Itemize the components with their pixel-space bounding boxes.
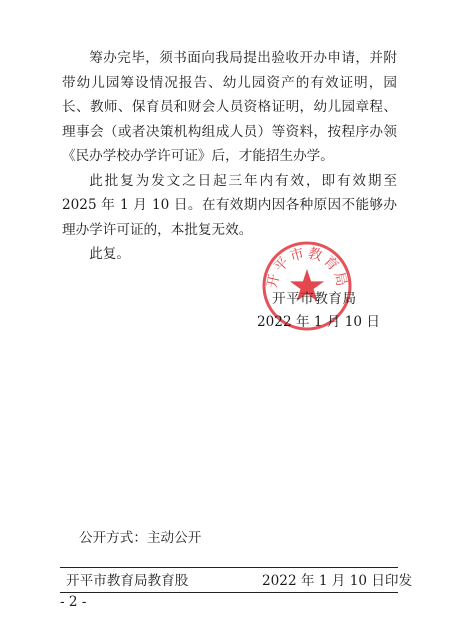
page-number: - 2 - bbox=[60, 594, 87, 610]
signature-date: 2022 年 1 月 10 日 bbox=[257, 314, 380, 330]
signature-organization: 开平市教育局 bbox=[272, 291, 357, 307]
footer-divider-top bbox=[60, 567, 398, 568]
seal-text: 开平市教育局 bbox=[264, 245, 350, 290]
footer-print-date: 2022 年 1 月 10 日印发 bbox=[262, 573, 413, 589]
public-mode: 公开方式：主动公开 bbox=[79, 530, 202, 546]
footer-organization: 开平市教育局教育股 bbox=[66, 573, 189, 589]
paragraph-validity: 此批复为发文之日起三年内有效，即有效期至 2025 年 1 月 10 日。在有效期内因各种原因不能够办理办学许可证的，本批复无效。 bbox=[62, 172, 397, 238]
document-body bbox=[62, 46, 397, 267]
footer-divider-bottom bbox=[60, 592, 398, 593]
paragraph-application: 筹办完毕，须书面向我局提出验收开办申请，并附带幼儿园筹设情况报告、幼儿园资产的有效证明，园长、教师、保育员和财会人员资格证明，幼儿园章程、理事会（或者决策机构组成人员）等资料，按程序办领《民办学校办学许可证》后，才能招生办学。 bbox=[62, 50, 397, 164]
paragraph-closing: 此复。 bbox=[89, 246, 130, 262]
